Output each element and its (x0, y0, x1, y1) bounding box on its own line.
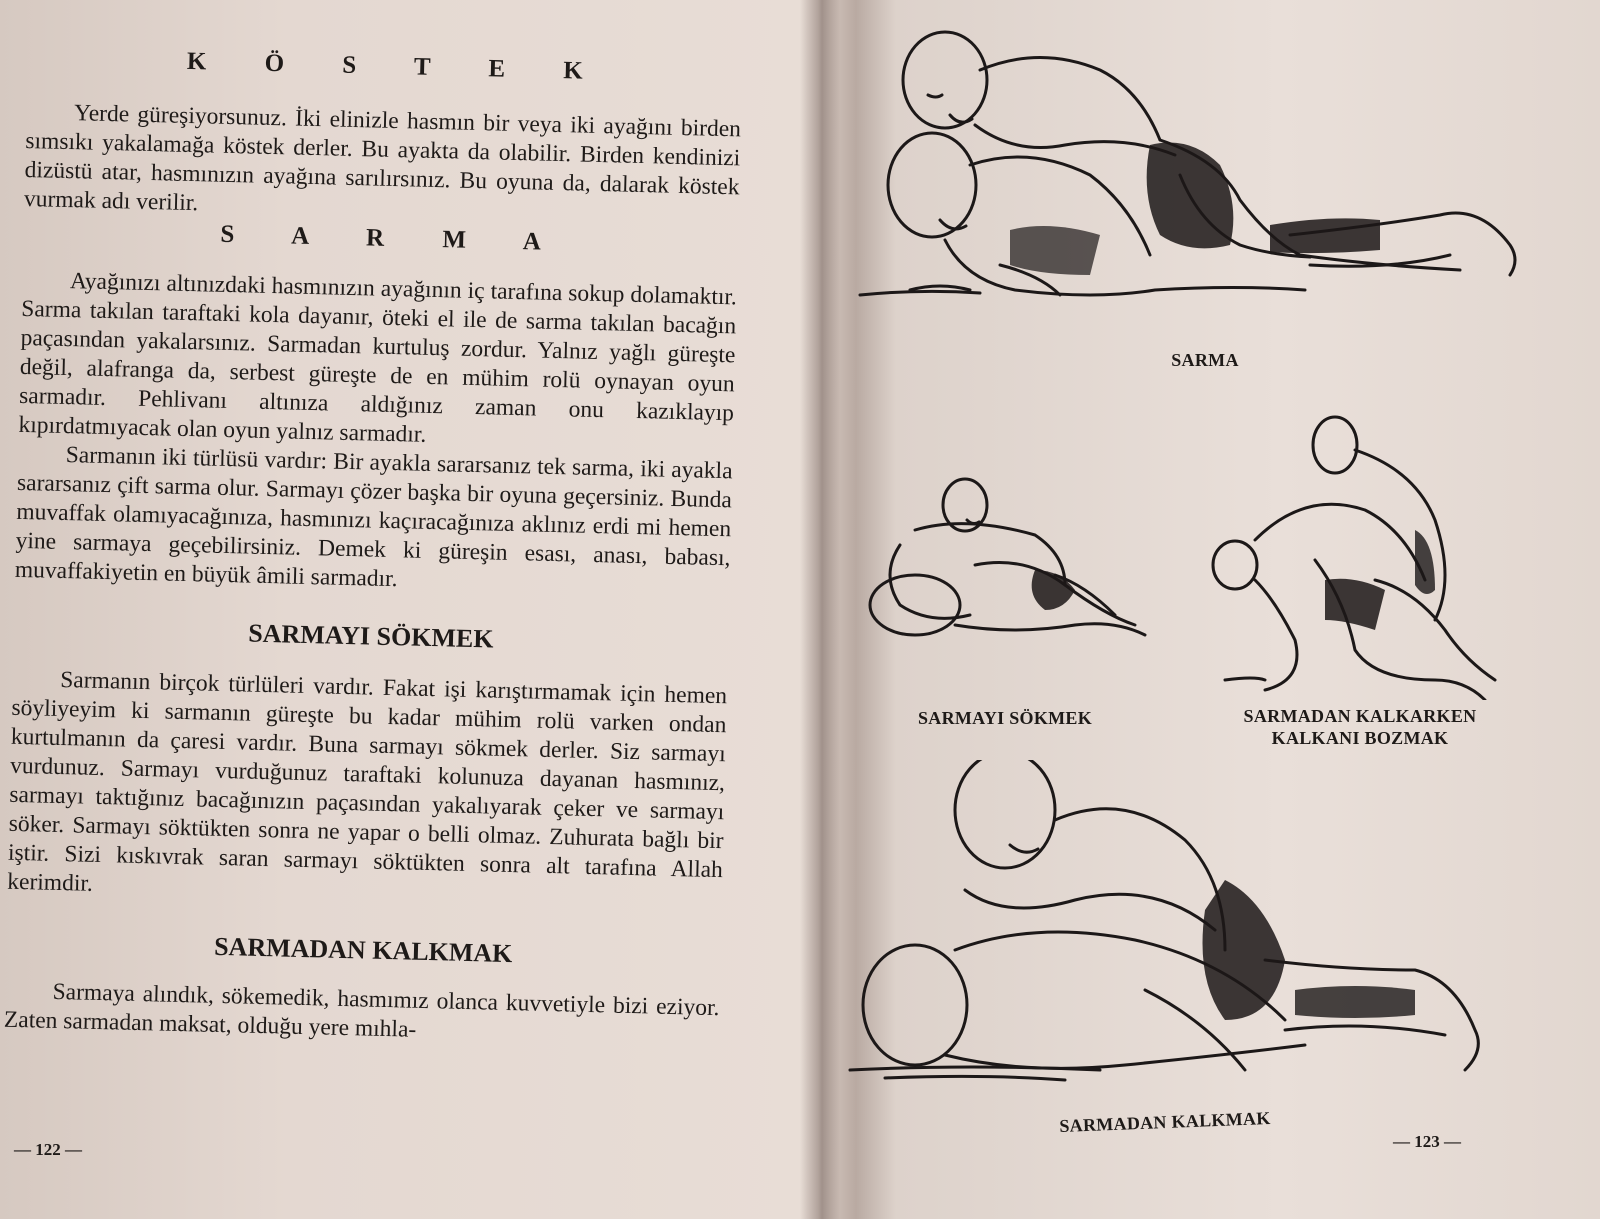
illustration-kalkani-bozmak (1205, 410, 1525, 700)
caption-kalkani-bozmak-line1: SARMADAN KALKARKEN (1243, 706, 1477, 726)
caption-sarma: SARMA (1171, 350, 1239, 370)
right-page (815, 0, 1600, 1219)
page-number-left: — 122 — (14, 1140, 82, 1159)
caption-sarmadan-kalkmak: SARMADAN KALKMAK (1059, 1107, 1271, 1137)
caption-sarmayi-sokmek: SARMAYI SÖKMEK (917, 708, 1093, 728)
paragraph-sarma-2: Sarmanın iki türlüsü vardır: Bir ayakla sararsanız tek sarma, iki ayakla sararsanız çift sarma olur. Sarmayı çözer başka bir oyuna geçersiniz. Bunda muvaffak olamıyacağınıza, hasmınızı kaçıracağınıza aklınız erdi mi hemen yine sarmaya geçebilirsiniz. Demek ki güreşin esası, anası, babası, muvaffakiyetin en büyük âmili sarmadır. (14, 442, 733, 593)
illustration-sarmayi-sokmek (855, 475, 1155, 655)
heading-sarma: S A R M A (220, 220, 568, 257)
left-text-column (4, 36, 743, 1052)
paragraph-kostek: Yerde güreşiyorsunuz. İki elinizle hasmın bir veya iki ayağını birden sımsıkı yakalamağa köstek derler. Bu ayakta da olabilir. Birden kendinizi dizüstü atar, hasmınızın ayağına sarılırsınız. Bu oyuna da, dalarak köstek vurmak adı verilir. (23, 100, 742, 217)
paragraph-sarmadan-kalkmak: Sarmaya alındık, sökemedik, hasmımız olanca kuvvetiyle bizi eziyor. Zaten sarmadan maksat, olduğu yere mıhla- (3, 978, 720, 1043)
heading-kostek: K Ö S T E K (186, 47, 610, 86)
page-number-right: — 123 — (1393, 1132, 1461, 1151)
illustration-sarma (850, 15, 1550, 315)
caption-kalkani-bozmak-line2: KALKANI BOZMAK (1271, 728, 1449, 748)
heading-sarmayi-sokmek: SARMAYI SÖKMEK (247, 618, 494, 654)
illustration-sarmadan-kalkmak (845, 760, 1525, 1100)
paragraph-sarmayi-sokmek: Sarmanın birçok türlüleri vardır. Fakat işi karıştırmamak için hemen söyliyeyim ki sarmanın güreşte bu kadar mühim rolü varken ondan kurtulmanın da çaresi vardır. Buna sarmayı sökmek derler. Siz sarmayı vurdunuz. Sarmayı vurduğunuz taraftaki kolunuza dayanan hasmınız, sarmayı taktığınız bacağınızın paçasından yakalıyarak çeker ve sarmayı söker. Sarmayı söktükten sonra ne yapar o belli olmaz. Zuhurata bağlı bir iştir. Sizi kıskıvrak saran sarmayı söktükten sonra alt tarafına Allah kerimdir. (7, 666, 728, 897)
heading-sarmadan-kalkmak: SARMADAN KALKMAK (213, 931, 513, 969)
paragraph-sarma-1: Ayağınızı altınızdaki hasmınızın ayağının iç tarafına sokup dolamaktır. Sarma takılan taraftaki kola dayanır, öteki el ile de sarma takılan bacağın paçasından yakalarsınız. Sarmadan kurtuluş zordur. Yalnız yağlı güreşte değil, alafranga da, serbest güreşte de en mühim rolü oynayan oyun sarmadır. Pehlivanı altınıza aldığınız zaman onu kazıklayıp kıpırdatmıyacak olan oyun yalnız sarmadır. (18, 268, 738, 448)
caption-kalkani-bozmak (1215, 705, 1505, 749)
